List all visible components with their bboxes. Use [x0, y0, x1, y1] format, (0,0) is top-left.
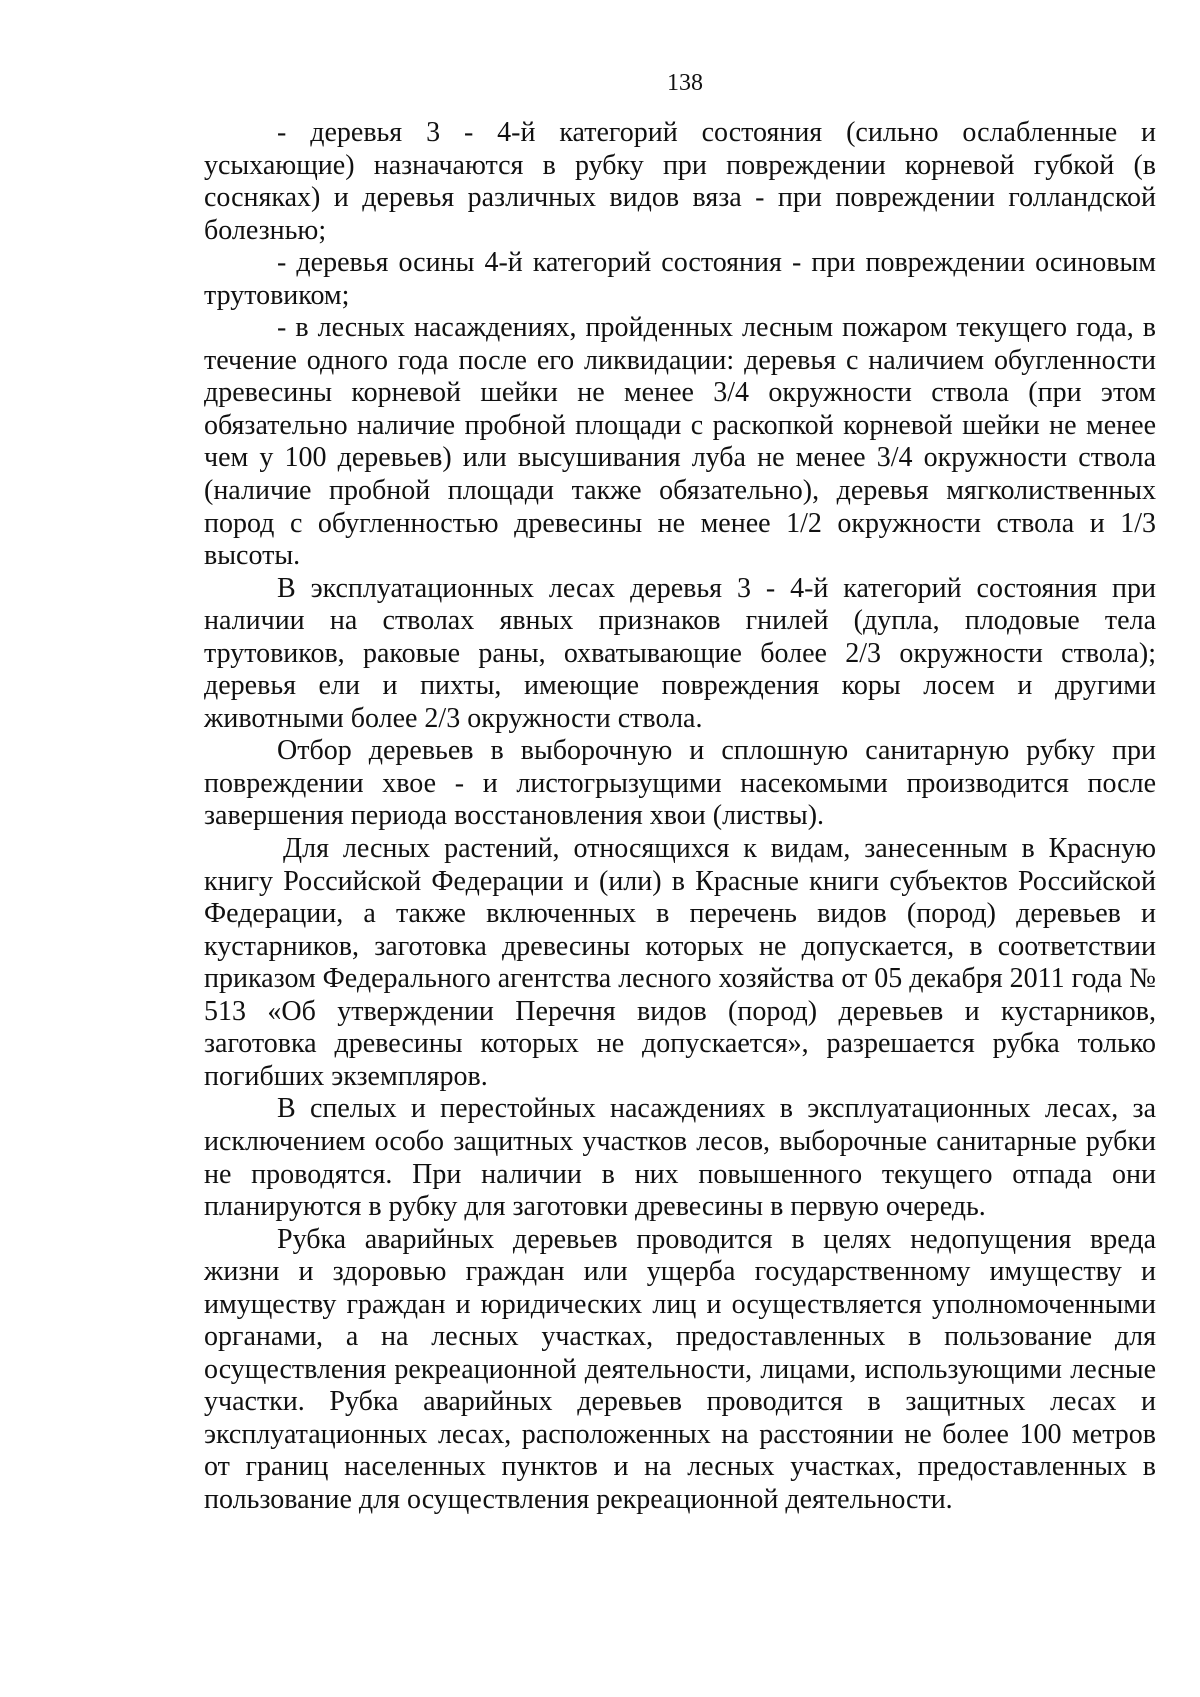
paragraph-emergency-trees: Рубка аварийных деревьев проводится в целях недопущения вреда жизни и здоровью граждан или ущерба государственному имуществу и имуществу граждан и юридических лиц и осуществляется уполномоченными органами, а на лесных участках, предоставленных в пользование для осуществления рекреационной деятельности, лицами, использующими лесные участки. Рубка аварийных деревьев проводится в защитных лесах и эксплуатационных лесах, расположенных на расстоянии не более 100 метров от границ населенных пунктов и на лесных участках, предоставленных в пользование для осуществления рекреационной деятельности.	[204, 1223, 1156, 1515]
paragraph-red-book-species: Для лесных растений, относящихся к видам, занесенным в Красную книгу Российской Федерации и (или) в Красные книги субъектов Российской Федерации, а также включенных в перечень видов (пород) деревьев и кустарников, заготовка древесины которых не допускается, в соответствии приказом Федерального агентства лесного хозяйства от 05 декабря 2011 года № 513 «Об утверждении Перечня видов (пород) деревьев и кустарников, заготовка древесины которых не допускается», разрешается рубка только погибших экземпляров.	[204, 833, 1156, 1092]
page-number: 138	[667, 70, 703, 96]
paragraph-aspen-tinder-fungus: - деревья осины 4-й категорий состояния - при повреждении осиновым трутовиком;	[204, 247, 1156, 311]
paragraph-fire-damaged-stands: - в лесных насаждениях, пройденных лесным пожаром текущего года, в течение одного года после его ликвидации: деревья с наличием обугленности древесины корневой шейки не менее 3/4 окружности ствола (при этом обязательно наличие пробной площади с раскопкой корневой шейки не менее чем у 100 деревьев) или высушивания луба не менее 3/4 окружности ствола (наличие пробной площади также обязательно), деревья мягколиственных пород с обугленностью древесины не менее 1/2 окружности ствола и 1/3 высоты.	[204, 312, 1156, 572]
paragraph-mature-stands: В спелых и перестойных насаждениях в эксплуатационных лесах, за исключением особо защитных участков лесов, выборочные санитарные рубки не проводятся. При наличии в них повышенного текущего отпада они планируются в рубку для заготовки древесины в первую очередь.	[204, 1093, 1156, 1223]
paragraph-exploitation-forests: В эксплуатационных лесах деревья 3 - 4-й категорий состояния при наличии на стволах явных признаков гнилей (дупла, плодовые тела трутовиков, раковые раны, охватывающие более 2/3 окружности ствола); деревья ели и пихты, имеющие повреждения коры лосем и другими животными более 2/3 окружности ствола.	[204, 572, 1156, 734]
paragraph-dying-trees-root-rot: - деревья 3 - 4-й категорий состояния (сильно ослабленные и усыхающие) назначаются в рубку при повреждении корневой губкой (в сосняках) и деревья различных видов вяза - при повреждении голландской болезнью;	[204, 117, 1156, 246]
paragraph-insect-damage-selection: Отбор деревьев в выборочную и сплошную санитарную рубку при повреждении хвое - и листогрызущими насекомыми производится после завершения периода восстановления хвои (листвы).	[204, 735, 1156, 832]
document-body	[204, 117, 1156, 1517]
